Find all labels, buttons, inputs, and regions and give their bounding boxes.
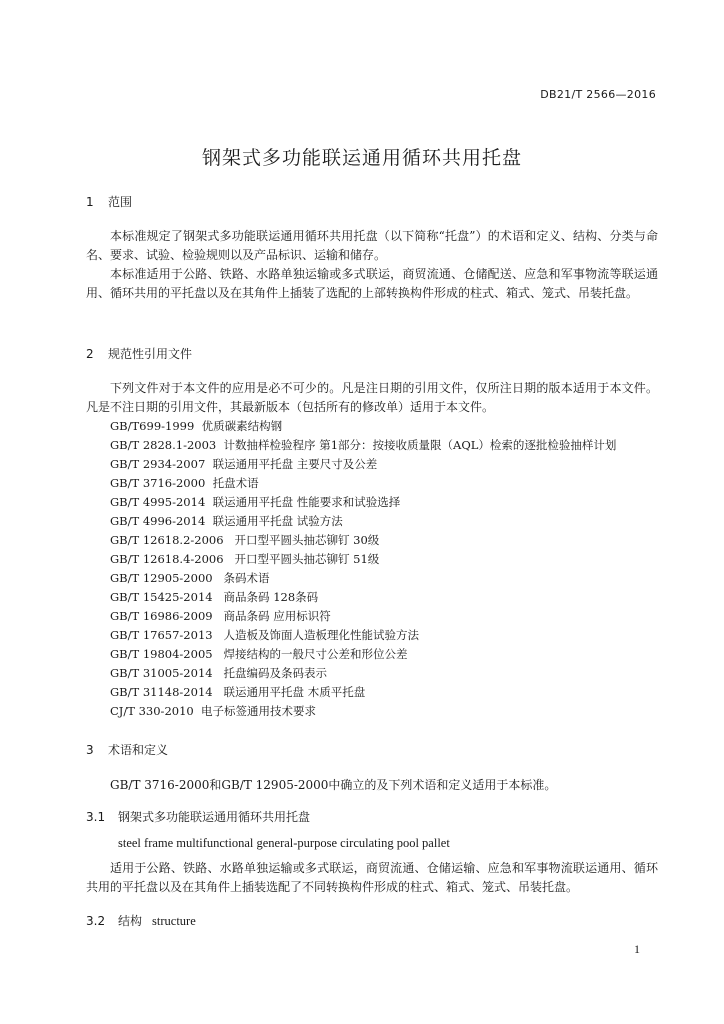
reference-item: GB/T 19804-2005 焊接结构的一般尺寸公差和形位公差: [110, 647, 408, 661]
reference-item: GB/T 3716-2000 托盘术语: [110, 476, 259, 490]
document-title: 钢架式多功能联运通用循环共用托盘: [201, 147, 522, 169]
section-2-paragraph-1: 下列文件对于本文件的应用是必不可少的。凡是注日期的引用文件，仅所注日期的版本适用于本文件。凡是不注日期的引用文件，其最新版本（包括所有的修改单）适用于本文件。: [86, 381, 658, 414]
reference-item: GB/T 4995-2014 联运通用平托盘 性能要求和试验选择: [110, 495, 401, 509]
section-title: 规范性引用文件: [108, 347, 193, 361]
reference-list: [110, 417, 616, 721]
reference-item: GB/T 15425-2014 商品条码 128条码: [110, 590, 319, 604]
section-1-paragraph-2: 本标准适用于公路、铁路、水路单独运输或多式联运，商贸流通、仓储配送、应急和军事物流等联运通用、循环共用的平托盘以及在其角件上插装了选配的上部转换构件形成的柱式、箱式、笼式、吊装托盘。: [86, 267, 658, 300]
section-3-2-heading: [86, 912, 196, 929]
reference-item: GB/T 17657-2013 人造板及饰面人造板理化性能试验方法: [110, 628, 420, 642]
page-number: 1: [634, 942, 640, 956]
reference-item: GB/T 16986-2009 商品条码 应用标识符: [110, 609, 331, 623]
section-1-paragraph-1: 本标准规定了钢架式多功能联运通用循环共用托盘（以下简称“托盘”）的术语和定义、结构、分类与命名、要求、试验、检验规则以及产品标识、运输和储存。: [86, 229, 658, 262]
section-title: 结构: [118, 914, 143, 928]
reference-item: GB/T 31148-2014 联运通用平托盘 木质平托盘: [110, 685, 366, 699]
reference-item: GB/T 12618.4-2006 开口型平圆头抽芯铆钉 51级: [110, 552, 380, 566]
reference-item: CJ/T 330-2010 电子标签通用技术要求: [110, 704, 317, 718]
english-term: structure: [152, 914, 196, 928]
section-2-heading: [86, 345, 192, 362]
section-number: 3: [86, 743, 94, 757]
standard-code: DB21/T 2566—2016: [540, 88, 656, 101]
reference-item: GB/T699-1999 优质碳素结构钢: [110, 419, 283, 433]
section-number: 3.1: [86, 810, 106, 824]
section-number: 3.2: [86, 914, 106, 928]
section-title: 范围: [108, 195, 133, 209]
section-number: 1: [86, 195, 94, 209]
reference-item: GB/T 2828.1-2003 计数抽样检验程序 第1部分：按接收质量限（AQL）检索的逐批检验抽样计划: [110, 438, 617, 452]
reference-item: GB/T 31005-2014 托盘编码及条码表示: [110, 666, 328, 680]
section-title: 钢架式多功能联运通用循环共用托盘: [118, 810, 311, 824]
section-number: 2: [86, 347, 94, 361]
section-3-paragraph-1: GB/T 3716-2000和GB/T 12905-2000中确立的及下列术语和定义适用于本标准。: [110, 778, 557, 792]
reference-item: GB/T 4996-2014 联运通用平托盘 试验方法: [110, 514, 343, 528]
section-title: 术语和定义: [108, 743, 169, 757]
section-3-1-definition: 适用于公路、铁路、水路单独运输或多式联运，商贸流通、仓储运输、应急和军事物流联运通用、循环共用的平托盘以及在其角件上插装选配了不同转换构件形成的柱式、箱式、笼式、吊装托盘。: [86, 861, 658, 894]
english-term: steel frame multifunctional general-purpose circulating pool pallet: [118, 836, 450, 850]
section-3-heading: [86, 741, 168, 758]
reference-item: GB/T 2934-2007 联运通用平托盘 主要尺寸及公差: [110, 457, 378, 471]
reference-item: GB/T 12905-2000 条码术语: [110, 571, 270, 585]
reference-item: GB/T 12618.2-2006 开口型平圆头抽芯铆钉 30级: [110, 533, 380, 547]
section-1-heading: [86, 193, 132, 210]
section-3-1-heading: [86, 808, 310, 825]
